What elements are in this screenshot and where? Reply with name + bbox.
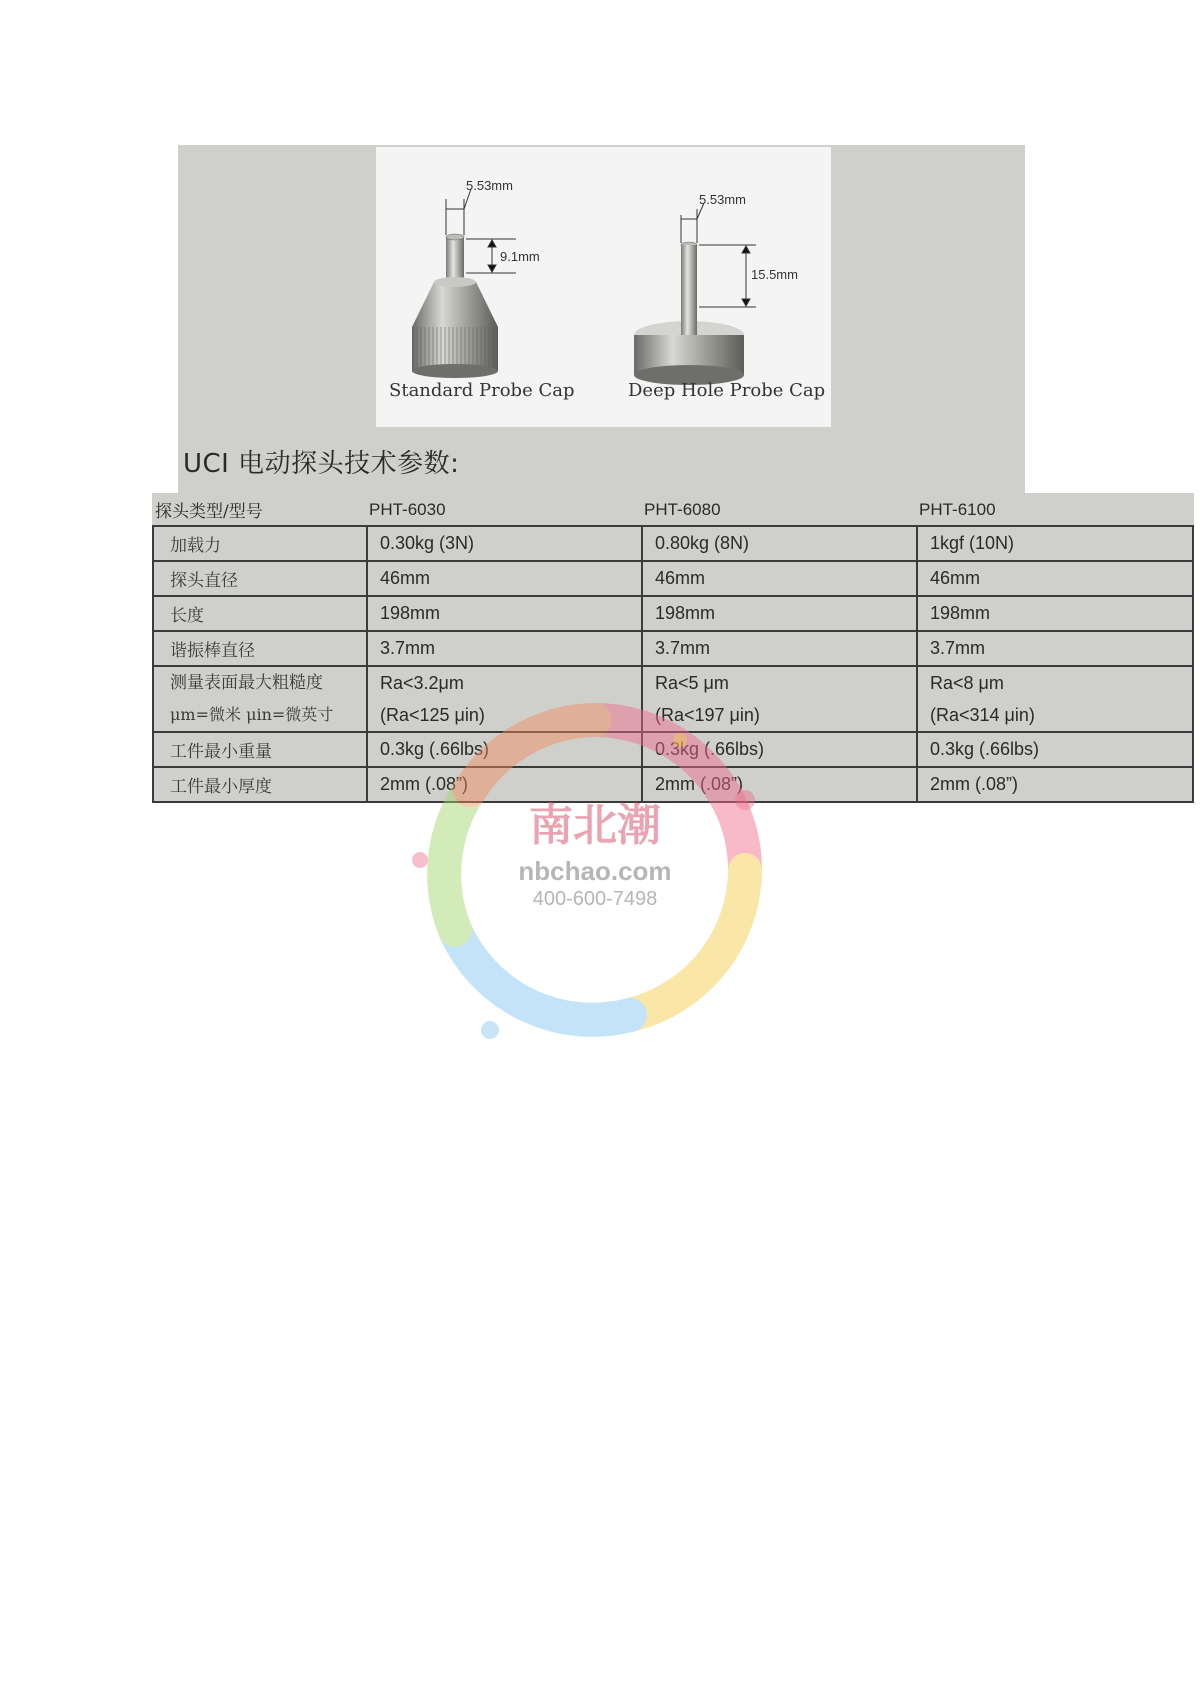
table-cell: 2mm (.08”) bbox=[917, 767, 1193, 802]
row-label bbox=[153, 666, 367, 732]
table-cell: 198mm bbox=[917, 596, 1193, 631]
table-row bbox=[153, 732, 1193, 767]
table-cell: 198mm bbox=[642, 596, 917, 631]
row-label-line2: μm=微米 μin=微英寸 bbox=[170, 705, 334, 724]
deep-hole-height-dimension: 15.5mm bbox=[751, 267, 798, 282]
table-cell: 1kgf (10N) bbox=[917, 526, 1193, 561]
table-row bbox=[153, 596, 1193, 631]
probe-cap-figure bbox=[376, 147, 831, 427]
row-label: 工件最小厚度 bbox=[153, 767, 367, 802]
section-heading: UCI 电动探头技术参数: bbox=[183, 449, 460, 479]
row-label: 探头直径 bbox=[153, 561, 367, 596]
table-cell: 3.7mm bbox=[367, 631, 642, 666]
table-row bbox=[153, 666, 1193, 732]
table-cell: 46mm bbox=[642, 561, 917, 596]
watermark-phone: 400-600-7498 bbox=[532, 888, 658, 910]
deep-hole-top-dimension: 5.53mm bbox=[699, 192, 746, 207]
spec-table bbox=[152, 493, 1194, 803]
standard-probe-cap-image bbox=[412, 234, 498, 378]
standard-height-dimension: 9.1mm bbox=[500, 249, 540, 264]
row-label-line1: 测量表面最大粗糙度 bbox=[170, 673, 323, 693]
table-cell: 0.3kg (.66lbs) bbox=[367, 732, 642, 767]
cell-line2: (Ra<125 μin) bbox=[380, 705, 485, 725]
table-cell bbox=[917, 666, 1193, 732]
standard-caption: Standard Probe Cap bbox=[389, 380, 575, 401]
standard-top-dimension: 5.53mm bbox=[466, 178, 513, 193]
table-cell: 0.30kg (3N) bbox=[367, 526, 642, 561]
cell-line1: Ra<5 μm bbox=[655, 673, 729, 693]
watermark-brand-cn: 南北潮 bbox=[529, 800, 661, 851]
table-cell: 3.7mm bbox=[642, 631, 917, 666]
watermark-brand-en: nbchao.com bbox=[518, 856, 672, 886]
table-header-row bbox=[153, 493, 1193, 526]
row-label: 谐振棒直径 bbox=[153, 631, 367, 666]
table-cell bbox=[367, 666, 642, 732]
table-cell: 0.80kg (8N) bbox=[642, 526, 917, 561]
table-row bbox=[153, 767, 1193, 802]
row-label: 工件最小重量 bbox=[153, 732, 367, 767]
table-cell: 0.3kg (.66lbs) bbox=[642, 732, 917, 767]
row-label: 长度 bbox=[153, 596, 367, 631]
table-cell: 0.3kg (.66lbs) bbox=[917, 732, 1193, 767]
header-model: PHT-6030 bbox=[369, 499, 446, 519]
table-cell: 198mm bbox=[367, 596, 642, 631]
header-model: PHT-6080 bbox=[644, 499, 721, 519]
cell-line1: Ra<3.2μm bbox=[380, 673, 464, 693]
cell-line2: (Ra<197 μin) bbox=[655, 705, 760, 725]
header-model: PHT-6100 bbox=[919, 499, 996, 519]
table-cell: 2mm (.08”) bbox=[367, 767, 642, 802]
table-row bbox=[153, 631, 1193, 666]
table-row bbox=[153, 561, 1193, 596]
cell-line2: (Ra<314 μin) bbox=[930, 705, 1035, 725]
table-cell bbox=[642, 666, 917, 732]
table-cell: 46mm bbox=[917, 561, 1193, 596]
row-label: 加载力 bbox=[153, 526, 367, 561]
table-cell: 2mm (.08”) bbox=[642, 767, 917, 802]
table-cell: 46mm bbox=[367, 561, 642, 596]
deep-hole-caption: Deep Hole Probe Cap bbox=[628, 380, 826, 401]
deep-hole-probe-cap-image bbox=[634, 242, 744, 385]
table-row bbox=[153, 526, 1193, 561]
cell-line1: Ra<8 μm bbox=[930, 673, 1004, 693]
table-cell: 3.7mm bbox=[917, 631, 1193, 666]
header-type-model: 探头类型/型号 bbox=[155, 502, 263, 522]
